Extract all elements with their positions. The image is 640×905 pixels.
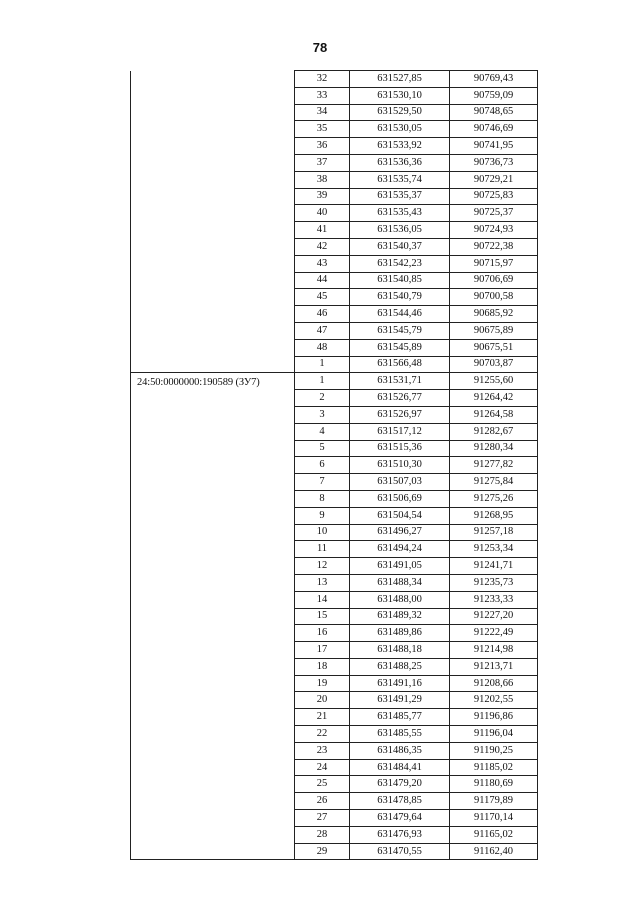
coordinates-table-body xyxy=(131,71,538,860)
y-coordinate-cell: 91214,98 xyxy=(450,642,538,659)
y-coordinate-cell: 90759,09 xyxy=(450,87,538,104)
x-coordinate-cell: 631506,69 xyxy=(350,490,450,507)
x-coordinate-cell: 631540,79 xyxy=(350,289,450,306)
y-coordinate-cell: 91179,89 xyxy=(450,793,538,810)
y-coordinate-cell: 91196,86 xyxy=(450,709,538,726)
x-coordinate-cell: 631535,74 xyxy=(350,171,450,188)
y-coordinate-cell: 90715,97 xyxy=(450,255,538,272)
x-coordinate-cell: 631484,41 xyxy=(350,759,450,776)
x-coordinate-cell: 631542,23 xyxy=(350,255,450,272)
x-coordinate-cell: 631489,32 xyxy=(350,608,450,625)
y-coordinate-cell: 90725,83 xyxy=(450,188,538,205)
point-number-cell: 47 xyxy=(295,322,350,339)
y-coordinate-cell: 91180,69 xyxy=(450,776,538,793)
y-coordinate-cell: 90736,73 xyxy=(450,154,538,171)
y-coordinate-cell: 91275,26 xyxy=(450,490,538,507)
parcel-label: 24:50:0000000:190589 (ЗУ7) xyxy=(137,377,260,389)
x-coordinate-cell: 631515,36 xyxy=(350,440,450,457)
point-number-cell: 48 xyxy=(295,339,350,356)
y-coordinate-cell: 91190,25 xyxy=(450,742,538,759)
point-number-cell: 32 xyxy=(295,71,350,88)
point-number-cell: 36 xyxy=(295,138,350,155)
y-coordinate-cell: 91165,02 xyxy=(450,826,538,843)
y-coordinate-cell: 91280,34 xyxy=(450,440,538,457)
y-coordinate-cell: 91264,42 xyxy=(450,390,538,407)
point-number-cell: 45 xyxy=(295,289,350,306)
x-coordinate-cell: 631479,64 xyxy=(350,810,450,827)
x-coordinate-cell: 631530,05 xyxy=(350,121,450,138)
point-number-cell: 24 xyxy=(295,759,350,776)
y-coordinate-cell: 91202,55 xyxy=(450,692,538,709)
x-coordinate-cell: 631535,37 xyxy=(350,188,450,205)
y-coordinate-cell: 90748,65 xyxy=(450,104,538,121)
point-number-cell: 34 xyxy=(295,104,350,121)
y-coordinate-cell: 91170,14 xyxy=(450,810,538,827)
point-number-cell: 23 xyxy=(295,742,350,759)
y-coordinate-cell: 91257,18 xyxy=(450,524,538,541)
x-coordinate-cell: 631491,16 xyxy=(350,675,450,692)
x-coordinate-cell: 631533,92 xyxy=(350,138,450,155)
point-number-cell: 1 xyxy=(295,373,350,390)
point-number-cell: 2 xyxy=(295,390,350,407)
y-coordinate-cell: 91275,84 xyxy=(450,474,538,491)
point-number-cell: 12 xyxy=(295,558,350,575)
point-number-cell: 38 xyxy=(295,171,350,188)
point-number-cell: 16 xyxy=(295,625,350,642)
point-number-cell: 41 xyxy=(295,222,350,239)
point-number-cell: 35 xyxy=(295,121,350,138)
y-coordinate-cell: 91196,04 xyxy=(450,726,538,743)
x-coordinate-cell: 631488,34 xyxy=(350,574,450,591)
point-number-cell: 19 xyxy=(295,675,350,692)
y-coordinate-cell: 91268,95 xyxy=(450,507,538,524)
x-coordinate-cell: 631545,79 xyxy=(350,322,450,339)
x-coordinate-cell: 631536,05 xyxy=(350,222,450,239)
point-number-cell: 11 xyxy=(295,541,350,558)
x-coordinate-cell: 631510,30 xyxy=(350,457,450,474)
table-row xyxy=(131,71,538,88)
x-coordinate-cell: 631488,25 xyxy=(350,658,450,675)
y-coordinate-cell: 91162,40 xyxy=(450,843,538,860)
y-coordinate-cell: 90741,95 xyxy=(450,138,538,155)
x-coordinate-cell: 631535,43 xyxy=(350,205,450,222)
y-coordinate-cell: 91255,60 xyxy=(450,373,538,390)
point-number-cell: 9 xyxy=(295,507,350,524)
point-number-cell: 20 xyxy=(295,692,350,709)
x-coordinate-cell: 631476,93 xyxy=(350,826,450,843)
y-coordinate-cell: 91233,33 xyxy=(450,591,538,608)
y-coordinate-cell: 91208,66 xyxy=(450,675,538,692)
point-number-cell: 39 xyxy=(295,188,350,205)
x-coordinate-cell: 631486,35 xyxy=(350,742,450,759)
point-number-cell: 17 xyxy=(295,642,350,659)
x-coordinate-cell: 631496,27 xyxy=(350,524,450,541)
y-coordinate-cell: 90675,51 xyxy=(450,339,538,356)
parcel-cell xyxy=(131,71,295,373)
y-coordinate-cell: 90769,43 xyxy=(450,71,538,88)
x-coordinate-cell: 631531,71 xyxy=(350,373,450,390)
point-number-cell: 25 xyxy=(295,776,350,793)
y-coordinate-cell: 90700,58 xyxy=(450,289,538,306)
point-number-cell: 13 xyxy=(295,574,350,591)
point-number-cell: 1 xyxy=(295,356,350,373)
point-number-cell: 46 xyxy=(295,306,350,323)
y-coordinate-cell: 91241,71 xyxy=(450,558,538,575)
point-number-cell: 6 xyxy=(295,457,350,474)
y-coordinate-cell: 90703,87 xyxy=(450,356,538,373)
y-coordinate-cell: 91264,58 xyxy=(450,406,538,423)
x-coordinate-cell: 631485,77 xyxy=(350,709,450,726)
x-coordinate-cell: 631470,55 xyxy=(350,843,450,860)
point-number-cell: 40 xyxy=(295,205,350,222)
table-row xyxy=(131,373,538,390)
x-coordinate-cell: 631488,00 xyxy=(350,591,450,608)
point-number-cell: 5 xyxy=(295,440,350,457)
point-number-cell: 8 xyxy=(295,490,350,507)
x-coordinate-cell: 631526,77 xyxy=(350,390,450,407)
x-coordinate-cell: 631530,10 xyxy=(350,87,450,104)
x-coordinate-cell: 631545,89 xyxy=(350,339,450,356)
point-number-cell: 7 xyxy=(295,474,350,491)
x-coordinate-cell: 631489,86 xyxy=(350,625,450,642)
x-coordinate-cell: 631504,54 xyxy=(350,507,450,524)
point-number-cell: 27 xyxy=(295,810,350,827)
x-coordinate-cell: 631507,03 xyxy=(350,474,450,491)
point-number-cell: 33 xyxy=(295,87,350,104)
x-coordinate-cell: 631529,50 xyxy=(350,104,450,121)
point-number-cell: 37 xyxy=(295,154,350,171)
x-coordinate-cell: 631527,85 xyxy=(350,71,450,88)
y-coordinate-cell: 91253,34 xyxy=(450,541,538,558)
y-coordinate-cell: 90746,69 xyxy=(450,121,538,138)
y-coordinate-cell: 90706,69 xyxy=(450,272,538,289)
point-number-cell: 14 xyxy=(295,591,350,608)
point-number-cell: 22 xyxy=(295,726,350,743)
x-coordinate-cell: 631540,37 xyxy=(350,238,450,255)
point-number-cell: 29 xyxy=(295,843,350,860)
point-number-cell: 15 xyxy=(295,608,350,625)
point-number-cell: 28 xyxy=(295,826,350,843)
x-coordinate-cell: 631526,97 xyxy=(350,406,450,423)
x-coordinate-cell: 631491,29 xyxy=(350,692,450,709)
page-number: 78 xyxy=(312,40,328,55)
point-number-cell: 44 xyxy=(295,272,350,289)
y-coordinate-cell: 91277,82 xyxy=(450,457,538,474)
y-coordinate-cell: 90729,21 xyxy=(450,171,538,188)
point-number-cell: 26 xyxy=(295,793,350,810)
y-coordinate-cell: 90685,92 xyxy=(450,306,538,323)
y-coordinate-cell: 91227,20 xyxy=(450,608,538,625)
x-coordinate-cell: 631536,36 xyxy=(350,154,450,171)
x-coordinate-cell: 631491,05 xyxy=(350,558,450,575)
point-number-cell: 21 xyxy=(295,709,350,726)
y-coordinate-cell: 90725,37 xyxy=(450,205,538,222)
coordinates-table xyxy=(130,70,538,860)
x-coordinate-cell: 631566,48 xyxy=(350,356,450,373)
y-coordinate-cell: 91213,71 xyxy=(450,658,538,675)
x-coordinate-cell: 631544,46 xyxy=(350,306,450,323)
y-coordinate-cell: 90675,89 xyxy=(450,322,538,339)
point-number-cell: 18 xyxy=(295,658,350,675)
x-coordinate-cell: 631485,55 xyxy=(350,726,450,743)
x-coordinate-cell: 631488,18 xyxy=(350,642,450,659)
point-number-cell: 10 xyxy=(295,524,350,541)
y-coordinate-cell: 91282,67 xyxy=(450,423,538,440)
y-coordinate-cell: 91185,02 xyxy=(450,759,538,776)
y-coordinate-cell: 91222,49 xyxy=(450,625,538,642)
point-number-cell: 3 xyxy=(295,406,350,423)
x-coordinate-cell: 631517,12 xyxy=(350,423,450,440)
x-coordinate-cell: 631479,20 xyxy=(350,776,450,793)
point-number-cell: 43 xyxy=(295,255,350,272)
y-coordinate-cell: 90724,93 xyxy=(450,222,538,239)
x-coordinate-cell: 631494,24 xyxy=(350,541,450,558)
parcel-cell xyxy=(131,373,295,860)
y-coordinate-cell: 91235,73 xyxy=(450,574,538,591)
y-coordinate-cell: 90722,38 xyxy=(450,238,538,255)
x-coordinate-cell: 631540,85 xyxy=(350,272,450,289)
x-coordinate-cell: 631478,85 xyxy=(350,793,450,810)
point-number-cell: 4 xyxy=(295,423,350,440)
point-number-cell: 42 xyxy=(295,238,350,255)
